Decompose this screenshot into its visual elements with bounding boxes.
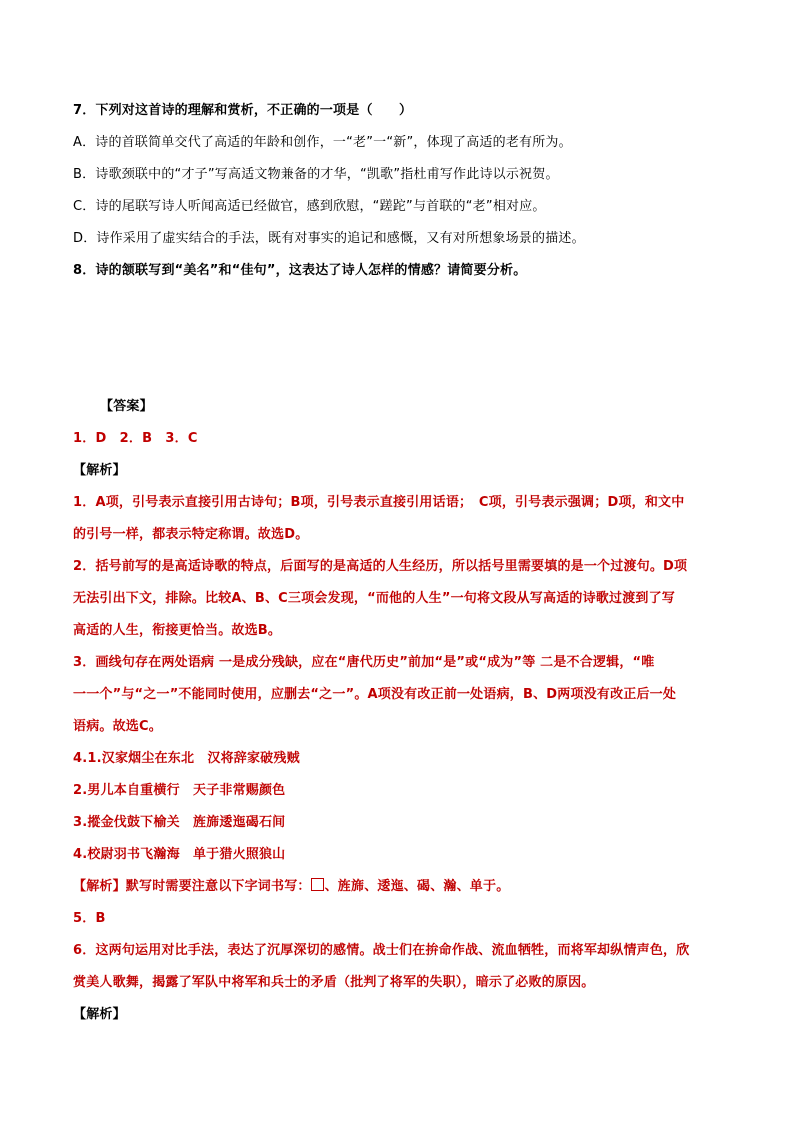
analysis-3-line: 一一个”与“之一”不能同时使用，应删去“之一”。A项没有改正前一处语病，B、D两项没有改正后一处 xyxy=(73,687,677,702)
missing-glyph-box-icon xyxy=(311,878,324,891)
analysis-2-line: 无法引出下文，排除。比较A、B、C三项会发现，“而他的人生”一句将文段从写高适的诗歌过渡到了写 xyxy=(73,591,675,606)
analysis-2-line: 2．括号前写的是高适诗歌的特点，后面写的是高适的人生经历，所以括号里需要填的是一个过渡句。D项 xyxy=(73,559,688,574)
answer-5: 5．B xyxy=(73,911,106,926)
analysis-6-line: 赏美人歌舞，揭露了军队中将军和兵士的矛盾（批判了将军的失职），暗示了必败的原因。 xyxy=(73,975,595,990)
answer-heading: 【答案】 xyxy=(100,399,153,414)
analysis-4 xyxy=(73,878,509,896)
final-analysis-heading: 【解析】 xyxy=(73,1007,126,1022)
question-7-option-a: A．诗的首联简单交代了高适的年龄和创作，一“老”一“新”，体现了高适的老有所为。 xyxy=(73,135,572,150)
analysis-4-prefix: 【解析】默写时需要注意以下字词书写： xyxy=(73,879,311,894)
question-7-stem: 7．下列对这首诗的理解和赏析，不正确的一项是（ ） xyxy=(73,103,413,118)
answer-4-line: 4.1.汉家烟尘在东北 汉将辞家破残贼 xyxy=(73,751,300,766)
question-8-stem: 8．诗的颔联写到“美名”和“佳句”，这表达了诗人怎样的情感？请简要分析。 xyxy=(73,263,527,278)
analysis-6-line: 6．这两句运用对比手法，表达了沉厚深切的感情。战士们在拚命作战、流血牺牲，而将军却纵情声色，欣 xyxy=(73,943,690,958)
analysis-1-line: 1．A项，引号表示直接引用古诗句；B项，引号表示直接引用话语； C项，引号表示强调；D项，和文中 xyxy=(73,495,685,510)
question-7-option-c: C．诗的尾联写诗人听闻高适已经做官，感到欣慰，“蹉跎”与首联的“老”相对应。 xyxy=(73,199,546,214)
analysis-3-line: 3．画线句存在两处语病 一是成分残缺，应在“唐代历史”前加“是”或“成为”等 二是不合逻辑，“唯 xyxy=(73,655,655,670)
question-7-option-d: D．诗作采用了虚实结合的手法，既有对事实的追记和感慨，又有对所想象场景的描述。 xyxy=(73,231,585,246)
answer-4-line: 4.校尉羽书飞瀚海 单于猎火照狼山 xyxy=(73,847,286,862)
answer-4-line: 2.男儿本自重横行 天子非常赐颜色 xyxy=(73,783,286,798)
question-7-option-b: B．诗歌颈联中的“才子”写高适文物兼备的才华，“凯歌”指杜甫写作此诗以示祝贺。 xyxy=(73,167,559,182)
analysis-4-suffix: 、旌旆、逶迤、碣、瀚、单于。 xyxy=(324,879,510,894)
analysis-3-line: 语病。故选C。 xyxy=(73,719,162,734)
analysis-2-line: 高适的人生，衔接更恰当。故选B。 xyxy=(73,623,282,638)
answers-1-3: 1．D 2．B 3．C xyxy=(73,431,198,446)
analysis-1-line: 的引号一样，都表示特定称谓。故选D。 xyxy=(73,527,309,542)
analysis-heading: 【解析】 xyxy=(73,463,126,478)
answer-4-line: 3.摐金伐鼓下榆关 旌旆逶迤碣石间 xyxy=(73,815,286,830)
